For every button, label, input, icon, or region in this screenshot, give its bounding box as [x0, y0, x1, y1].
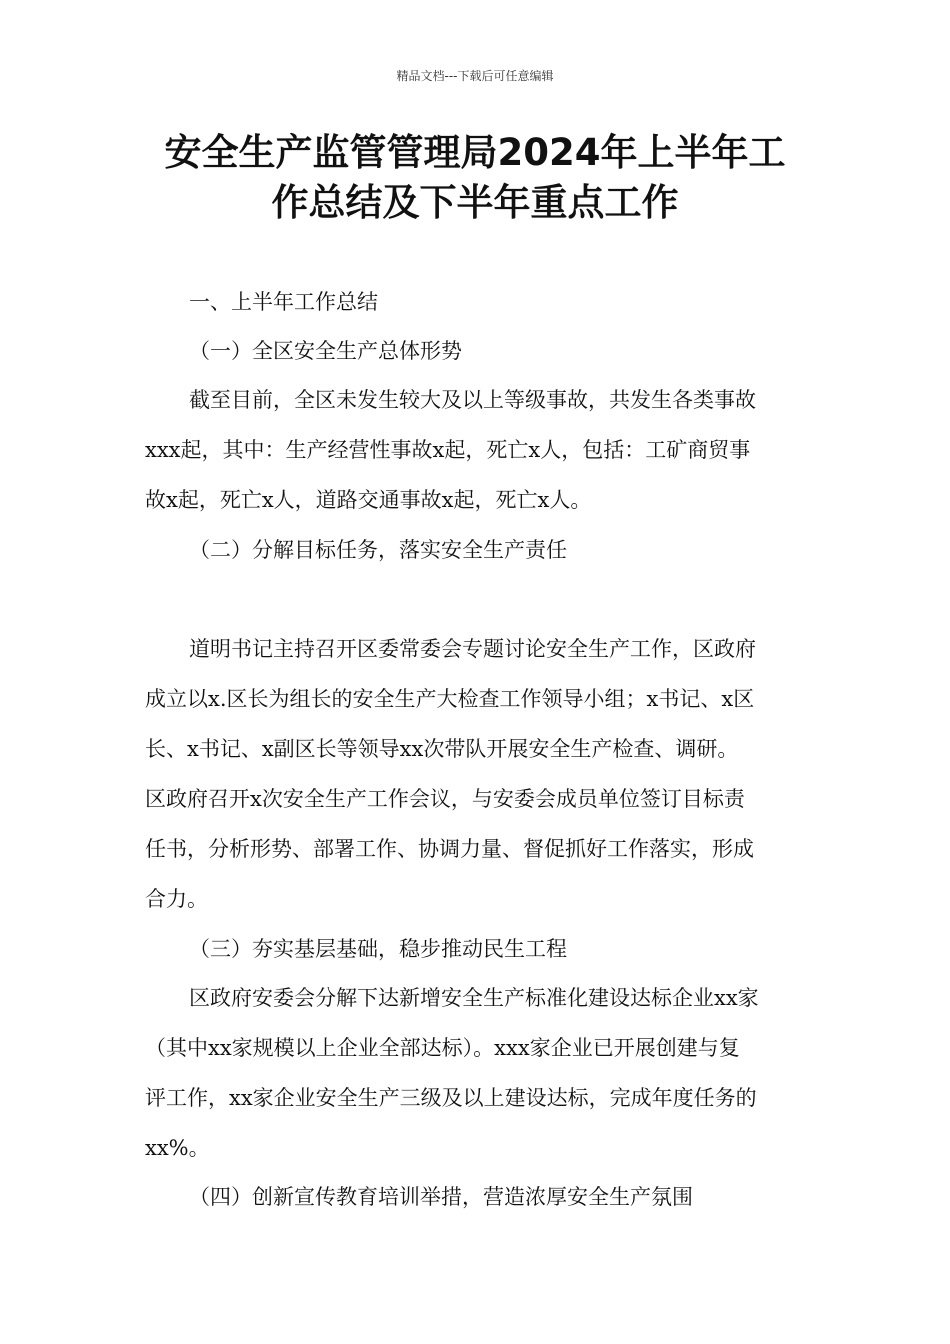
paragraph-line: 截至目前，全区未发生较大及以上等级事故，共发生各类事故: [189, 388, 756, 412]
paragraph-line: （其中xx家规模以上企业全部达标）。xxx家企业已开展创建与复: [145, 1036, 740, 1060]
document-title: [120, 128, 830, 228]
section-heading-1: 一、上半年工作总结: [189, 290, 378, 314]
paragraph-line: 合力。: [145, 887, 208, 911]
header-note: 精品文档---下载后可任意编辑: [396, 69, 554, 83]
subsection-heading-2: （二）分解目标任务，落实安全生产责任: [189, 538, 567, 562]
paragraph-line: 任书，分析形势、部署工作、协调力量、督促抓好工作落实，形成: [145, 837, 754, 861]
subsection-heading-1: （一）全区安全生产总体形势: [189, 339, 462, 363]
paragraph-line: 故x起，死亡x人，道路交通事故x起，死亡x人。: [145, 488, 592, 512]
paragraph-line: 评工作，xx家企业安全生产三级及以上建设达标，完成年度任务的: [145, 1086, 757, 1110]
document-title-line-2: 作总结及下半年重点工作: [271, 181, 679, 224]
paragraph-line: xx%。: [145, 1136, 210, 1160]
paragraph-line: 区政府安委会分解下达新增安全生产标准化建设达标企业xx家: [189, 986, 759, 1010]
paragraph-line: 道明书记主持召开区委常委会专题讨论安全生产工作，区政府: [189, 637, 756, 661]
paragraph-overall-situation: [145, 375, 807, 525]
paragraph-line: xxx起，其中：生产经营性事故x起，死亡x人，包括：工矿商贸事: [145, 438, 751, 462]
paragraph-responsibility: [145, 624, 807, 924]
paragraph-line: 区政府召开x次安全生产工作会议，与安委会成员单位签订目标责: [145, 787, 745, 811]
document-title-line-1: 安全生产监管管理局2024年上半年工: [164, 131, 786, 174]
paragraph-line: 长、x书记、x副区长等领导xx次带队开展安全生产检查、调研。: [145, 737, 739, 761]
subsection-heading-4: （四）创新宣传教育培训举措，营造浓厚安全生产氛围: [189, 1185, 693, 1209]
paragraph-grassroots: [145, 973, 807, 1173]
paragraph-line: 成立以x.区长为组长的安全生产大检查工作领导小组；x书记、x区: [145, 687, 755, 711]
subsection-heading-3: （三）夯实基层基础，稳步推动民生工程: [189, 937, 567, 961]
